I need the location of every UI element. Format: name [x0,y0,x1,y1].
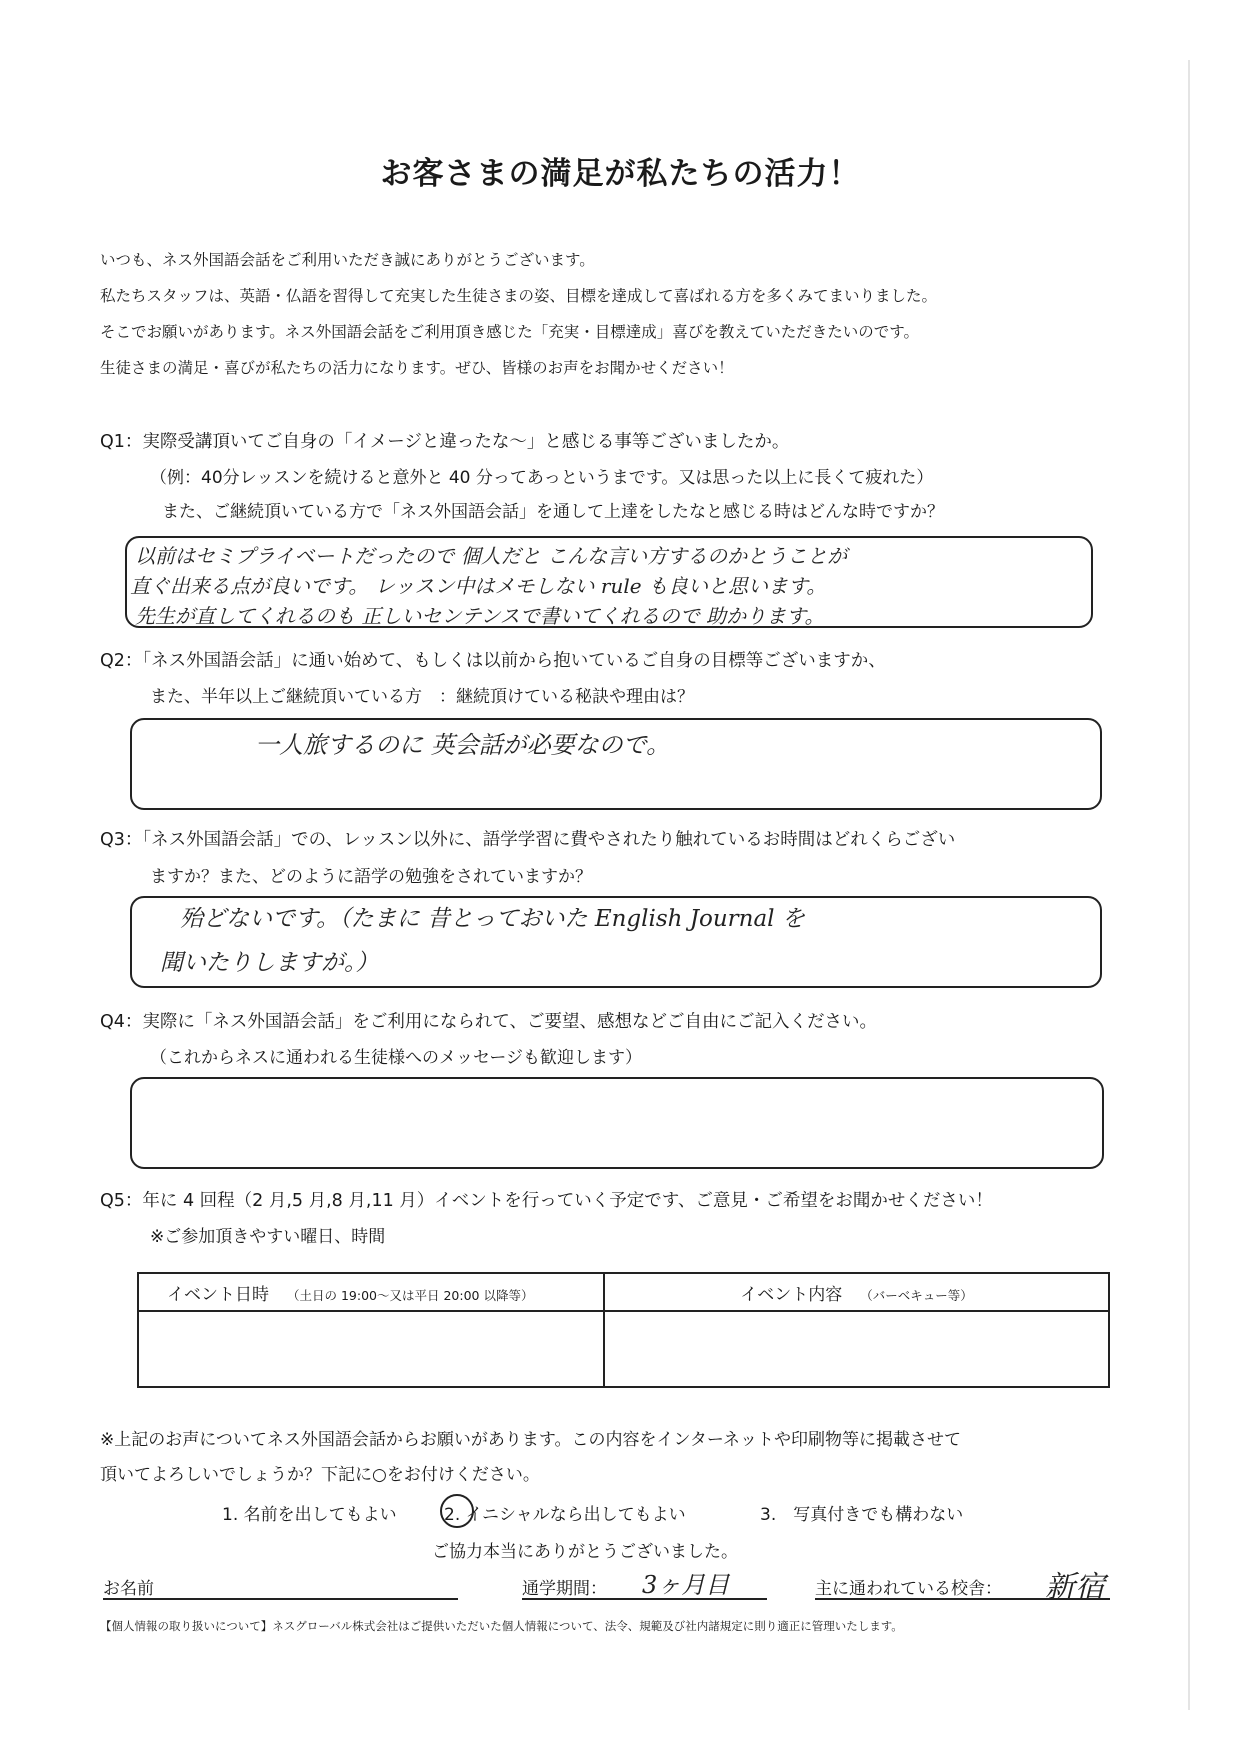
q3-sub: ますか？また、どのように語学の勉強をされていますか？ [150,867,592,887]
event-datetime-header [138,1273,604,1311]
consent-line-2: 頂いてよろしいでしょうか？下記に○をお付けください。 [100,1465,540,1485]
period-field[interactable] [522,1598,767,1600]
q1-example: （例：40分レッスンを続けると意外と 40 分ってあっというまです。又は思った以上に長くて疲れた） [150,468,934,488]
q1-answer-line-3: 先生が直してくれるのも 正しいセンテンスで書いてくれるので 助かります。 [135,604,825,628]
intro-line-4: 生徒さまの満足・喜びが私たちの活力になります。ぜひ、皆様のお声をお聞かせください！ [100,359,734,377]
q4-answer-box[interactable] [130,1077,1104,1169]
school-value: 新宿 [1045,1570,1105,1605]
consent-option-2[interactable]: 2. イニシャルなら出してもよい [444,1505,686,1525]
period-value: 3ヶ月目 [642,1571,730,1599]
event-datetime-title: イベント日時 [167,1284,269,1305]
event-datetime-cell[interactable] [138,1311,604,1387]
consent-option-1[interactable]: 1. 名前を出してもよい [222,1505,397,1525]
q5-label: Q5：年に 4 回程（2 月,5 月,8 月,11 月）イベントを行っていく予定です、ご意見・ご希望をお聞かせください！ [100,1191,993,1211]
event-content-header [604,1273,1109,1311]
q3-answer-line-1: 殆どないです。（たまに 昔とっておいた English Journal を [180,906,805,932]
name-field[interactable] [103,1598,458,1600]
event-content-note: （バーベキュー等） [860,1287,973,1303]
q1-label: Q1：実際受講頂いてご自身の「イメージと違ったな～」と感じる事等ございましたか。 [100,432,790,452]
intro-line-1: いつも、ネス外国語会話をご利用いただき誠にありがとうございます。 [100,251,595,269]
q4-sub: （これからネスに通われる生徒様へのメッセージも歓迎します） [150,1048,642,1068]
event-content-cell[interactable] [604,1311,1109,1387]
q2-answer: 一人旅するのに 英会話が必要なので。 [255,731,671,759]
event-content-title: イベント内容 [740,1284,843,1305]
q1-answer-line-2: 直ぐ出来る点が良いです。 レッスン中はメモしない rule も良いと思います。 [130,574,827,598]
name-label: お名前 [103,1579,154,1599]
q2-sub: また、半年以上ご継続頂いている方 ：継続頂けている秘訣や理由は？ [150,687,694,707]
period-label: 通学期間： [522,1579,607,1599]
q3-answer-line-2: 聞いたりしますが。） [160,950,379,976]
privacy-notice: 【個人情報の取り扱いについて】ネスグローバル株式会社はご提供いただいた個人情報について、法令、規範及び社内諸規定に則り適正に管理いたします。 [100,1619,903,1633]
q4-label: Q4：実際に「ネス外国語会話」をご利用になられて、ご要望、感想などご自由にご記入ください。 [100,1012,878,1032]
q3-label: Q3：「ネス外国語会話」での、レッスン以外に、語学学習に費やされたり触れているお時間はどれくらござい [100,830,956,850]
consent-option-3[interactable]: 3. 写真付きでも構わない [760,1505,964,1525]
q2-label: Q2：「ネス外国語会話」に通い始めて、もしくは以前から抱いているご自身の目標等ございますか、 [100,651,886,671]
school-field[interactable] [815,1598,1110,1600]
event-table [137,1272,1110,1388]
intro-line-2: 私たちスタッフは、英語・仏語を習得して充実した生徒さまの姿、目標を達成して喜ばれる方を多くみてまいりました。 [100,287,938,305]
event-datetime-note: （土日の 19:00～又は平日 20:00 以降等） [287,1287,534,1303]
thanks-message: ご協力本当にありがとうございました。 [432,1542,738,1562]
q1-answer-line-1: 以前はセミプライベートだったので 個人だと こんな言い方するのかとうことが [135,544,848,568]
option-2-circle-mark [440,1494,474,1528]
consent-line-1: ※上記のお声についてネス外国語会話からお願いがあります。この内容をインターネットや印刷物等に掲載させて [100,1430,962,1450]
q5-sub: ※ご参加頂きやすい曜日、時間 [150,1227,386,1247]
intro-line-3: そこでお願いがあります。ネス外国語会話をご利用頂き感じた「充実・目標達成」喜びを教えていただきたいのです。 [100,323,920,341]
page-title: お客さまの満足が私たちの活力！ [380,156,861,192]
school-label: 主に通われている校舎： [815,1579,1002,1599]
scan-edge-shadow [1188,60,1190,1710]
q1-sub: また、ご継続頂いている方で「ネス外国語会話」を通して上達をしたなと感じる時はどんな時ですか？ [162,502,944,522]
